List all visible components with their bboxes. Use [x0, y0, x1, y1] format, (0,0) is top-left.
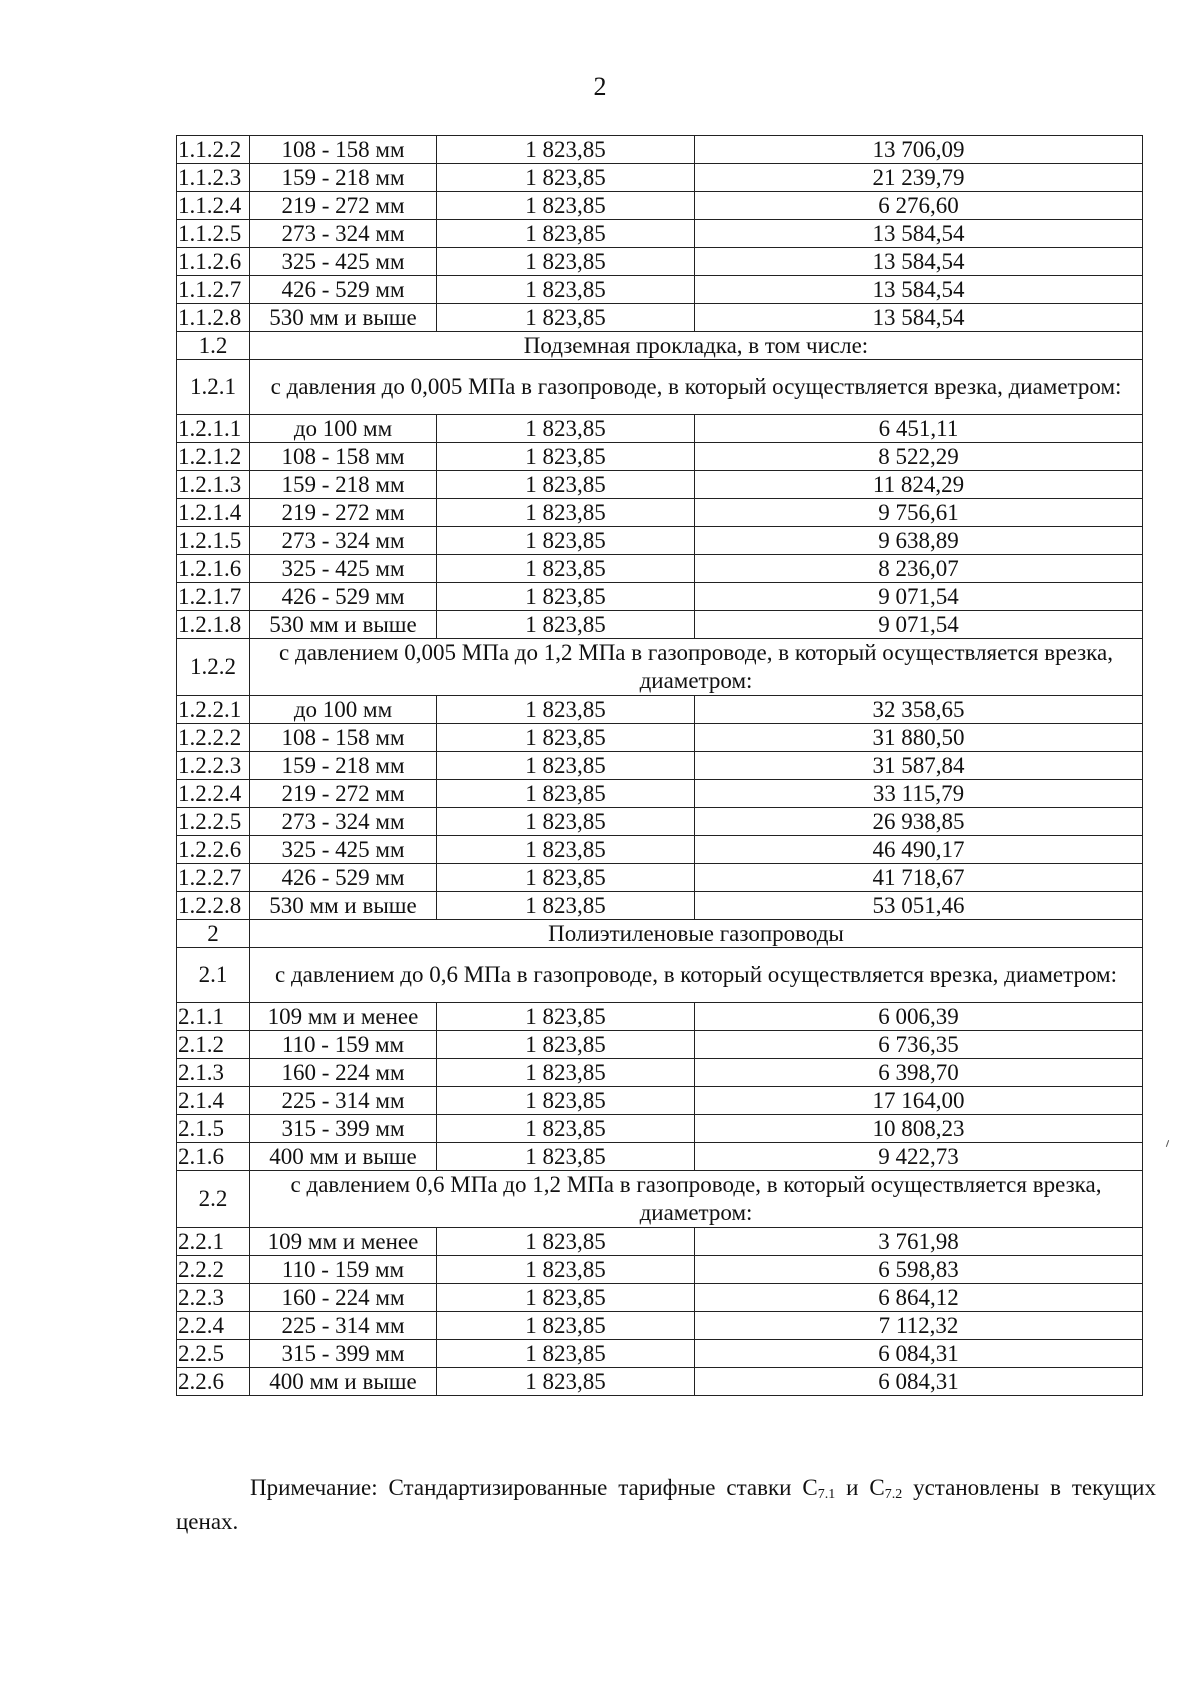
row-diameter: 159 - 218 мм — [250, 752, 437, 780]
row-code: 1.1.2.7 — [177, 276, 250, 304]
row-code: 2.1.4 — [177, 1087, 250, 1115]
row-code: 1.1.2.6 — [177, 248, 250, 276]
row-code: 1.1.2.5 — [177, 220, 250, 248]
row-value: 10 808,23 — [695, 1115, 1143, 1143]
row-diameter: 426 - 529 мм — [250, 276, 437, 304]
row-code: 2.1.3 — [177, 1059, 250, 1087]
note-subscript-1: 7.1 — [817, 1487, 836, 1502]
row-value: 46 490,17 — [695, 836, 1143, 864]
section-code: 1.2.1 — [177, 360, 250, 415]
table-row — [177, 1115, 1143, 1143]
row-code: 1.2.2.1 — [177, 696, 250, 724]
row-value: 9 071,54 — [695, 611, 1143, 639]
row-diameter: 273 - 324 мм — [250, 527, 437, 555]
table-row — [177, 1003, 1143, 1031]
row-rate: 1 823,85 — [437, 583, 695, 611]
row-diameter: 108 - 158 мм — [250, 443, 437, 471]
section-title: с давлением 0,005 МПа до 1,2 МПа в газопроводе, в который осуществляется врезка, диаметром: — [250, 639, 1143, 696]
table-row — [177, 443, 1143, 471]
page-number: 2 — [593, 72, 607, 101]
table-row — [177, 415, 1143, 443]
row-rate: 1 823,85 — [437, 471, 695, 499]
row-diameter: 160 - 224 мм — [250, 1284, 437, 1312]
row-diameter: 530 мм и выше — [250, 611, 437, 639]
row-code: 1.1.2.3 — [177, 164, 250, 192]
row-rate: 1 823,85 — [437, 499, 695, 527]
row-code: 1.1.2.2 — [177, 136, 250, 164]
row-value: 6 864,12 — [695, 1284, 1143, 1312]
row-rate: 1 823,85 — [437, 248, 695, 276]
row-diameter: 110 - 159 мм — [250, 1031, 437, 1059]
row-rate: 1 823,85 — [437, 136, 695, 164]
table-row — [177, 248, 1143, 276]
row-code: 1.2.2.5 — [177, 808, 250, 836]
table-row — [177, 836, 1143, 864]
table-row — [177, 192, 1143, 220]
row-code: 2.2.4 — [177, 1312, 250, 1340]
row-rate: 1 823,85 — [437, 443, 695, 471]
row-diameter: 159 - 218 мм — [250, 164, 437, 192]
row-code: 1.2.2.2 — [177, 724, 250, 752]
row-diameter: 273 - 324 мм — [250, 808, 437, 836]
row-rate: 1 823,85 — [437, 164, 695, 192]
row-rate: 1 823,85 — [437, 808, 695, 836]
section-title: Полиэтиленовые газопроводы — [250, 920, 1143, 948]
row-rate: 1 823,85 — [437, 1368, 695, 1396]
row-diameter: 325 - 425 мм — [250, 836, 437, 864]
row-value: 41 718,67 — [695, 864, 1143, 892]
row-value: 6 736,35 — [695, 1031, 1143, 1059]
section-row — [177, 1171, 1143, 1228]
row-value: 13 584,54 — [695, 220, 1143, 248]
row-value: 9 756,61 — [695, 499, 1143, 527]
row-code: 1.2.2.6 — [177, 836, 250, 864]
tariff-table-body — [177, 136, 1143, 1396]
row-rate: 1 823,85 — [437, 304, 695, 332]
row-code: 2.2.3 — [177, 1284, 250, 1312]
table-row — [177, 611, 1143, 639]
row-code: 1.2.1.1 — [177, 415, 250, 443]
row-rate: 1 823,85 — [437, 892, 695, 920]
row-diameter: 325 - 425 мм — [250, 555, 437, 583]
row-rate: 1 823,85 — [437, 696, 695, 724]
row-value: 6 598,83 — [695, 1256, 1143, 1284]
row-value: 31 587,84 — [695, 752, 1143, 780]
row-code: 1.2.2.4 — [177, 780, 250, 808]
row-diameter: 273 - 324 мм — [250, 220, 437, 248]
row-code: 1.2.2.7 — [177, 864, 250, 892]
table-row — [177, 583, 1143, 611]
table-row — [177, 1228, 1143, 1256]
row-code: 1.1.2.8 — [177, 304, 250, 332]
row-value: 6 084,31 — [695, 1340, 1143, 1368]
row-code: 2.2.5 — [177, 1340, 250, 1368]
row-rate: 1 823,85 — [437, 611, 695, 639]
row-diameter: 159 - 218 мм — [250, 471, 437, 499]
row-diameter: до 100 мм — [250, 415, 437, 443]
section-title: с давлением 0,6 МПа до 1,2 МПа в газопроводе, в который осуществляется врезка, диаметром: — [250, 1171, 1143, 1228]
table-row — [177, 304, 1143, 332]
section-row — [177, 332, 1143, 360]
row-diameter: 108 - 158 мм — [250, 724, 437, 752]
table-row — [177, 752, 1143, 780]
margin-tick-mark — [1166, 1140, 1169, 1147]
row-diameter: 530 мм и выше — [250, 892, 437, 920]
row-rate: 1 823,85 — [437, 836, 695, 864]
row-diameter: 160 - 224 мм — [250, 1059, 437, 1087]
table-row — [177, 1256, 1143, 1284]
row-code: 2.1.5 — [177, 1115, 250, 1143]
row-code: 2.2.6 — [177, 1368, 250, 1396]
row-code: 2.1.2 — [177, 1031, 250, 1059]
row-value: 9 071,54 — [695, 583, 1143, 611]
row-rate: 1 823,85 — [437, 1059, 695, 1087]
row-diameter: 219 - 272 мм — [250, 780, 437, 808]
table-row — [177, 555, 1143, 583]
row-code: 1.2.1.2 — [177, 443, 250, 471]
row-code: 1.1.2.4 — [177, 192, 250, 220]
row-rate: 1 823,85 — [437, 555, 695, 583]
note-middle: и С — [835, 1475, 885, 1500]
row-value: 6 276,60 — [695, 192, 1143, 220]
table-row — [177, 164, 1143, 192]
row-value: 17 164,00 — [695, 1087, 1143, 1115]
table-row — [177, 1143, 1143, 1171]
row-code: 1.2.2.3 — [177, 752, 250, 780]
section-code: 2.2 — [177, 1171, 250, 1228]
row-value: 13 584,54 — [695, 248, 1143, 276]
table-row — [177, 780, 1143, 808]
row-code: 2.1.6 — [177, 1143, 250, 1171]
row-diameter: 219 - 272 мм — [250, 499, 437, 527]
row-value: 11 824,29 — [695, 471, 1143, 499]
row-rate: 1 823,85 — [437, 220, 695, 248]
table-row — [177, 808, 1143, 836]
row-rate: 1 823,85 — [437, 1115, 695, 1143]
table-row — [177, 471, 1143, 499]
row-rate: 1 823,85 — [437, 527, 695, 555]
row-diameter: 225 - 314 мм — [250, 1312, 437, 1340]
row-value: 8 522,29 — [695, 443, 1143, 471]
table-row — [177, 1087, 1143, 1115]
row-value: 6 006,39 — [695, 1003, 1143, 1031]
table-row — [177, 1312, 1143, 1340]
row-diameter: 426 - 529 мм — [250, 583, 437, 611]
row-diameter: 315 - 399 мм — [250, 1340, 437, 1368]
row-diameter: до 100 мм — [250, 696, 437, 724]
table-row — [177, 1368, 1143, 1396]
row-diameter: 225 - 314 мм — [250, 1087, 437, 1115]
row-diameter: 108 - 158 мм — [250, 136, 437, 164]
table-row — [177, 1031, 1143, 1059]
row-value: 33 115,79 — [695, 780, 1143, 808]
row-rate: 1 823,85 — [437, 780, 695, 808]
section-title: Подземная прокладка, в том числе: — [250, 332, 1143, 360]
row-code: 1.2.1.6 — [177, 555, 250, 583]
row-diameter: 109 мм и менее — [250, 1003, 437, 1031]
row-code: 2.2.1 — [177, 1228, 250, 1256]
row-value: 9 638,89 — [695, 527, 1143, 555]
row-diameter: 400 мм и выше — [250, 1143, 437, 1171]
row-rate: 1 823,85 — [437, 1256, 695, 1284]
section-code: 1.2.2 — [177, 639, 250, 696]
row-diameter: 110 - 159 мм — [250, 1256, 437, 1284]
table-row — [177, 724, 1143, 752]
table-row — [177, 1340, 1143, 1368]
table-row — [177, 499, 1143, 527]
section-code: 2 — [177, 920, 250, 948]
row-diameter: 219 - 272 мм — [250, 192, 437, 220]
row-value: 21 239,79 — [695, 164, 1143, 192]
row-diameter: 400 мм и выше — [250, 1368, 437, 1396]
table-row — [177, 220, 1143, 248]
row-code: 1.2.1.5 — [177, 527, 250, 555]
row-code: 1.2.2.8 — [177, 892, 250, 920]
row-value: 9 422,73 — [695, 1143, 1143, 1171]
row-rate: 1 823,85 — [437, 1031, 695, 1059]
row-diameter: 426 - 529 мм — [250, 864, 437, 892]
row-value: 6 398,70 — [695, 1059, 1143, 1087]
table-row — [177, 276, 1143, 304]
row-value: 31 880,50 — [695, 724, 1143, 752]
row-rate: 1 823,85 — [437, 1143, 695, 1171]
section-row — [177, 948, 1143, 1003]
row-value: 13 584,54 — [695, 276, 1143, 304]
row-code: 1.2.1.3 — [177, 471, 250, 499]
row-code: 2.1.1 — [177, 1003, 250, 1031]
row-value: 6 451,11 — [695, 415, 1143, 443]
table-row — [177, 1284, 1143, 1312]
table-row — [177, 892, 1143, 920]
section-row — [177, 360, 1143, 415]
section-code: 2.1 — [177, 948, 250, 1003]
row-value: 53 051,46 — [695, 892, 1143, 920]
row-value: 13 584,54 — [695, 304, 1143, 332]
table-row — [177, 864, 1143, 892]
row-code: 1.2.1.8 — [177, 611, 250, 639]
row-code: 1.2.1.7 — [177, 583, 250, 611]
table-row — [177, 696, 1143, 724]
row-rate: 1 823,85 — [437, 276, 695, 304]
row-rate: 1 823,85 — [437, 1340, 695, 1368]
row-rate: 1 823,85 — [437, 1312, 695, 1340]
section-code: 1.2 — [177, 332, 250, 360]
row-diameter: 315 - 399 мм — [250, 1115, 437, 1143]
row-value: 7 112,32 — [695, 1312, 1143, 1340]
row-rate: 1 823,85 — [437, 1284, 695, 1312]
tariff-table — [176, 135, 1143, 1396]
section-title: с давления до 0,005 МПа в газопроводе, в который осуществляется врезка, диаметром: — [250, 360, 1143, 415]
row-rate: 1 823,85 — [437, 415, 695, 443]
note-prefix: Примечание: Стандартизированные тарифные ставки С — [250, 1475, 818, 1500]
note-suffix: установлены в текущих ценах. — [176, 1475, 1156, 1534]
row-diameter: 109 мм и менее — [250, 1228, 437, 1256]
row-rate: 1 823,85 — [437, 1228, 695, 1256]
row-rate: 1 823,85 — [437, 1087, 695, 1115]
section-row — [177, 920, 1143, 948]
row-rate: 1 823,85 — [437, 724, 695, 752]
row-diameter: 530 мм и выше — [250, 304, 437, 332]
section-row — [177, 639, 1143, 696]
row-value: 13 706,09 — [695, 136, 1143, 164]
row-diameter: 325 - 425 мм — [250, 248, 437, 276]
row-value: 8 236,07 — [695, 555, 1143, 583]
row-code: 2.2.2 — [177, 1256, 250, 1284]
table-row — [177, 527, 1143, 555]
row-rate: 1 823,85 — [437, 192, 695, 220]
row-rate: 1 823,85 — [437, 752, 695, 780]
note-subscript-2: 7.2 — [884, 1487, 903, 1502]
row-value: 32 358,65 — [695, 696, 1143, 724]
note-paragraph — [176, 1471, 1156, 1539]
section-title: с давлением до 0,6 МПа в газопроводе, в который осуществляется врезка, диаметром: — [250, 948, 1143, 1003]
row-code: 1.2.1.4 — [177, 499, 250, 527]
row-value: 6 084,31 — [695, 1368, 1143, 1396]
table-row — [177, 136, 1143, 164]
row-value: 26 938,85 — [695, 808, 1143, 836]
row-value: 3 761,98 — [695, 1228, 1143, 1256]
row-rate: 1 823,85 — [437, 1003, 695, 1031]
row-rate: 1 823,85 — [437, 864, 695, 892]
table-row — [177, 1059, 1143, 1087]
